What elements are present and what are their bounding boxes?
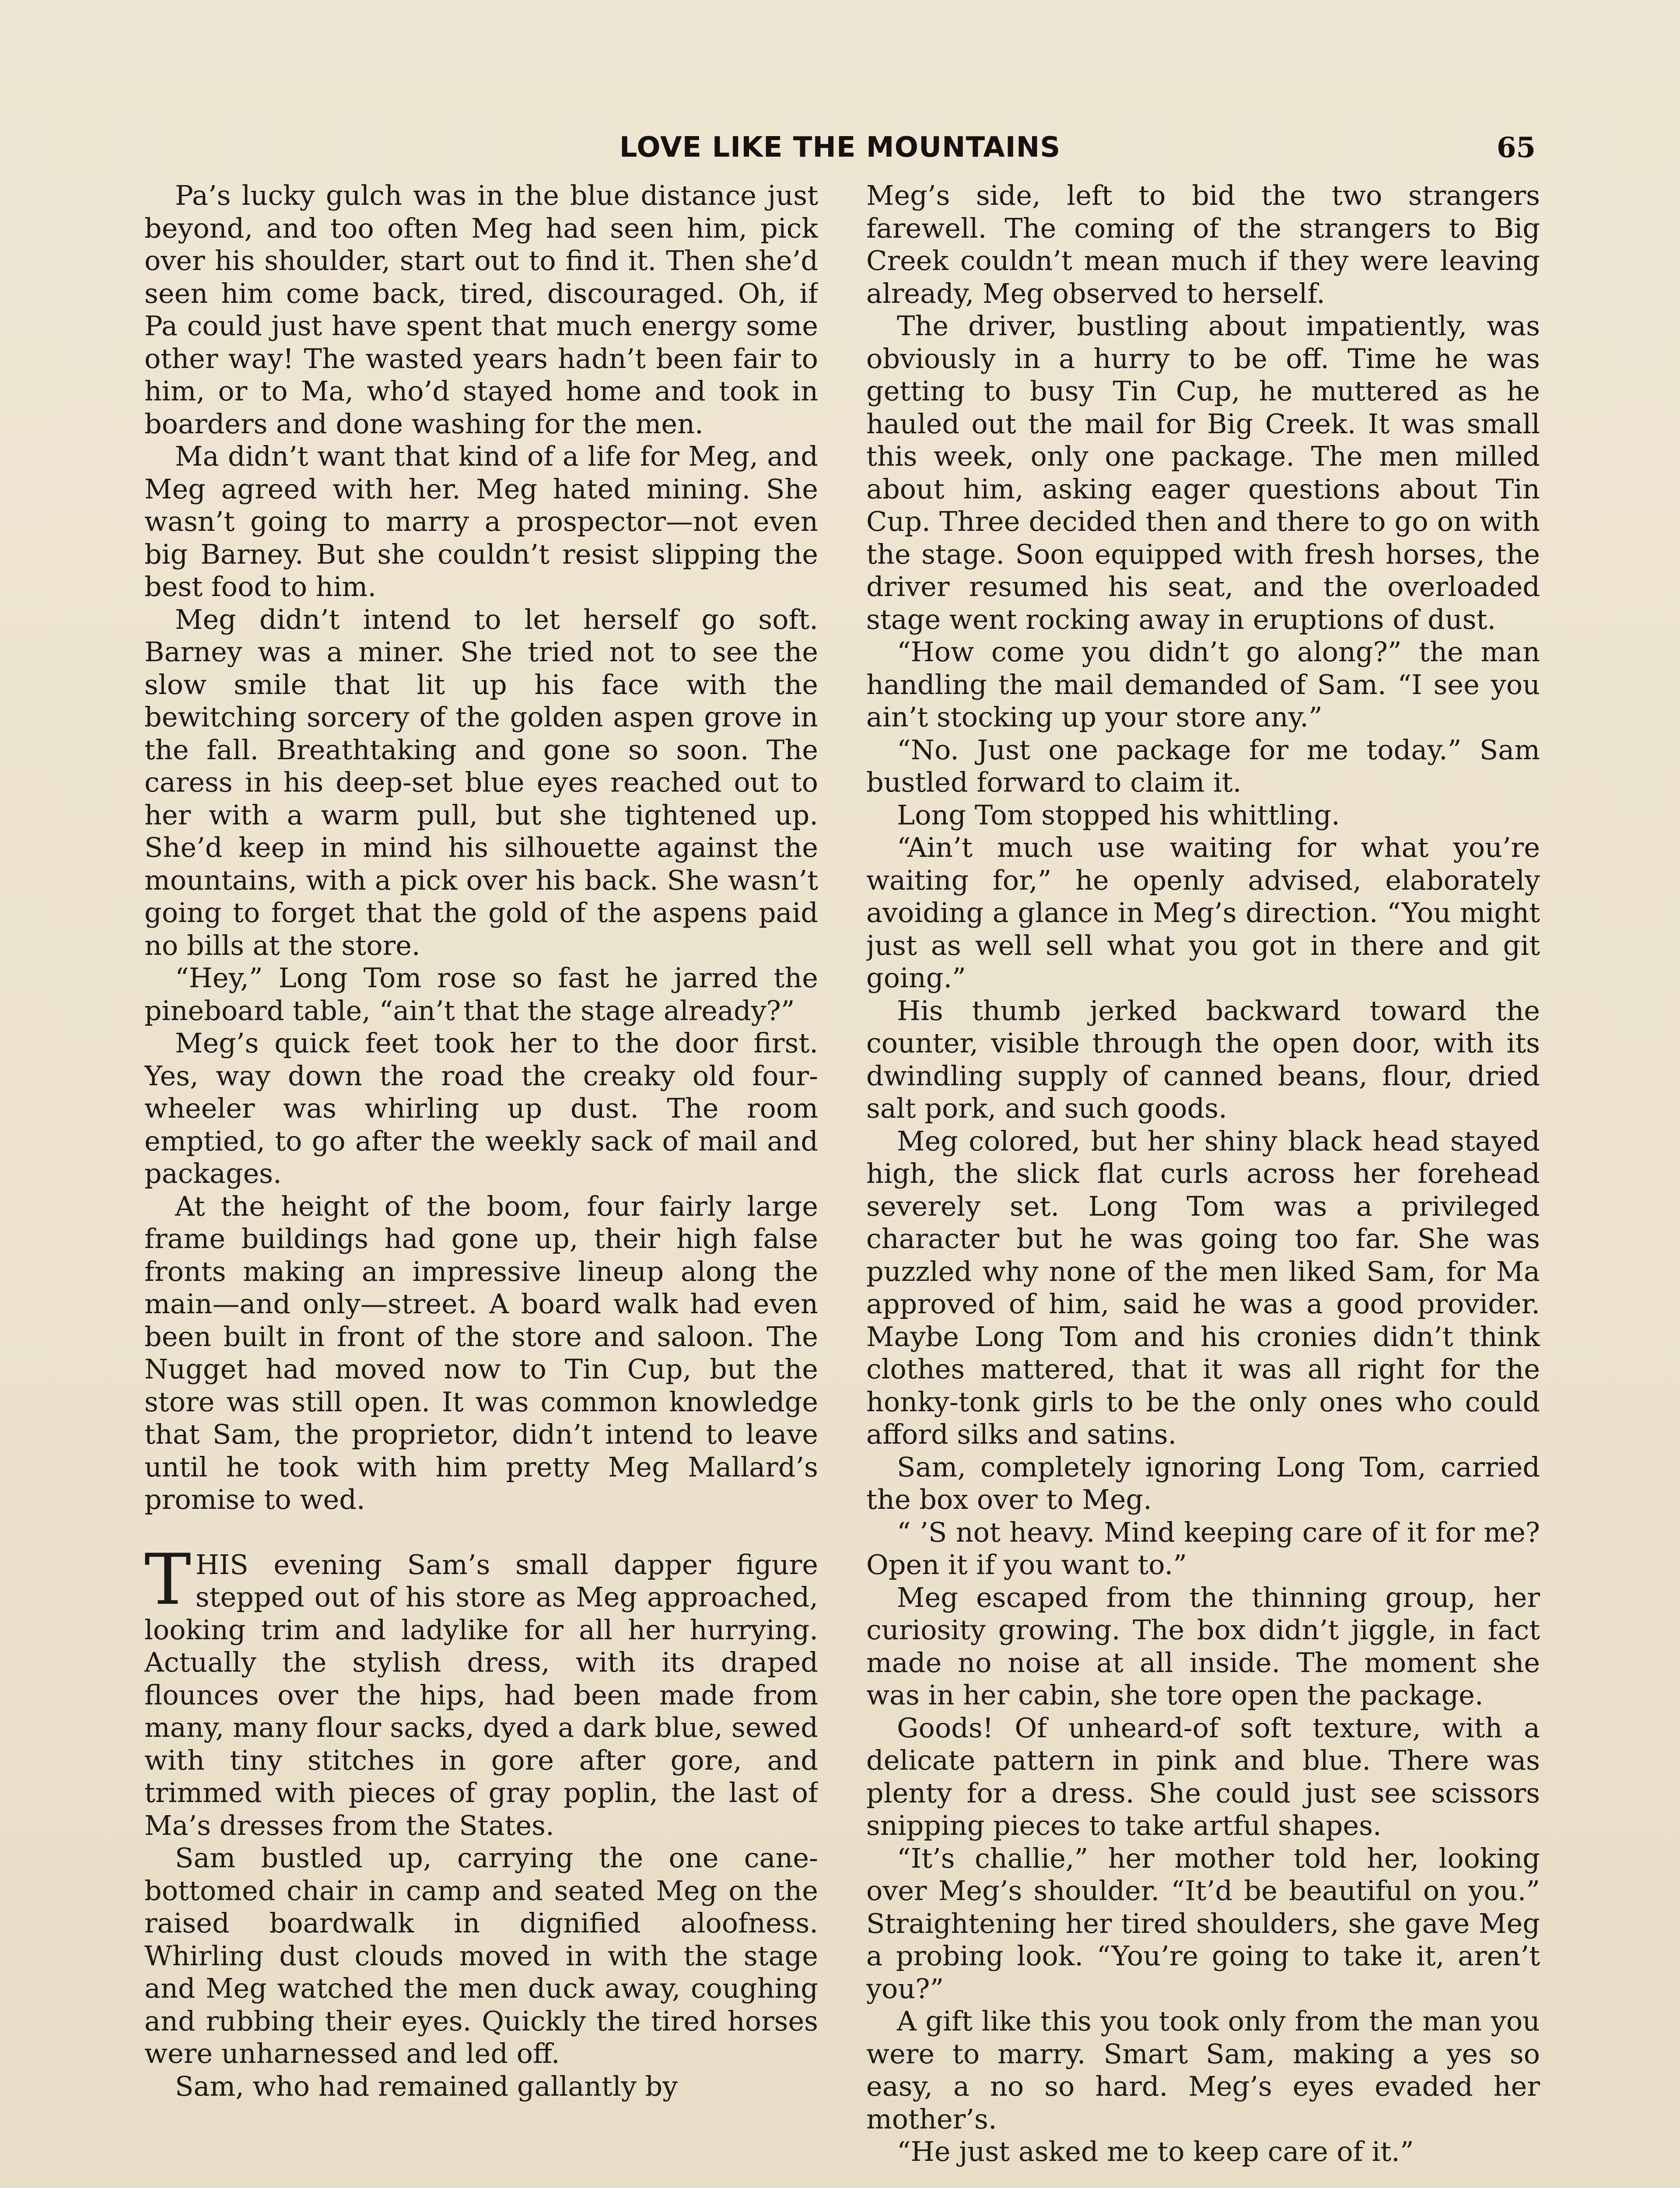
dropcap-paragraph (144, 1538, 818, 1842)
paragraph: Long Tom stopped his whittling. (897, 799, 1340, 831)
left-column (144, 179, 818, 2188)
paragraph: “Hey,” Long Tom rose so fast he jarred the pineboard table, “ain’t that the stage already?” (144, 962, 818, 1027)
paragraph: Meg colored, but her shiny black head stayed high, the slick flat curls across her forehead severely set. Long Tom was a privileged character but he was going too far. She was puzzled why none of the men liked Sam, for Ma approved of him, said he was a good provider. Maybe Long Tom and his cronies didn’t think clothes mattered, that it was all right for the honky-tonk girls to be the only ones who could afford silks and satins. (866, 1125, 1540, 1450)
paragraph: “He just asked me to keep care of it.” (897, 2135, 1414, 2167)
paragraph: Goods! Of unheard-of soft texture, with a delicate pattern in pink and blue. There was plenty for a dress. She could just see scissors snipping pieces to take artful shapes. (866, 1711, 1540, 1841)
paragraph: His thumb jerked backward toward the counter, visible through the open door, with its dwindling supply of canned beans, flour, dried salt pork, and such goods. (866, 994, 1540, 1124)
right-column (866, 179, 1540, 2188)
section-break (144, 1516, 818, 1549)
paragraph: Pa’s lucky gulch was in the blue distance just beyond, and too often Meg had seen him, pick over his shoulder, start out to find it. Then she’d seen him come back, tired, discouraged. Oh, if Pa could just have spent that much energy some other way! The wasted years hadn’t been fair to him, or to Ma, who’d stayed home and took in boarders and done washing for the men. (144, 179, 818, 440)
paragraph: “Ain’t much use waiting for what you’re waiting for,” he openly advised, elaborately avoiding a glance in Meg’s direction. “You might just as well sell what you got in there and git going.” (866, 831, 1540, 994)
paragraph: Meg didn’t intend to let herself go soft. Barney was a miner. She tried not to see the slow smile that lit up his face with the bewitching sorcery of the golden aspen grove in the fall. Breathtaking and gone so soon. The caress in his deep-set blue eyes reached out to her with a warm pull, but she tightened up. She’d keep in mind his silhouette against the mountains, with a pick over his back. She wasn’t going to forget that the gold of the aspens paid no bills at the store. (144, 603, 818, 961)
paragraph: Sam, completely ignoring Long Tom, carried the box over to Meg. (866, 1451, 1540, 1515)
running-title: LOVE LIKE THE MOUNTAINS (619, 131, 1061, 164)
text-columns (144, 179, 1540, 2188)
dropcap-paragraph-text: HIS evening Sam’s small dapper figure stepped out of his store as Meg approached, looking trim and ladylike for all her hurrying. Actually the stylish dress, with its draped flounces over the hips, had been made from many, many flour sacks, dyed a dark blue, sewed with tiny stitches in gore after gore, and trimmed with pieces of gray poplin, the last of Ma’s dresses from the States. (144, 1548, 818, 1841)
paragraph: “ ’S not heavy. Mind keeping care of it for me? Open it if you want to.” (866, 1516, 1540, 1581)
page-header (144, 131, 1536, 179)
paragraph: The driver, bustling about impatiently, was obviously in a hurry to be off. Time he was getting to busy Tin Cup, he muttered as he hauled out the mail for Big Creek. It was small this week, only one package. The men milled about him, asking eager questions about Tin Cup. Three decided then and there to go on with the stage. Soon equipped with fresh horses, the driver resumed his seat, and the overloaded stage went rocking away in eruptions of dust. (866, 310, 1540, 635)
paragraph: Meg escaped from the thinning group, her curiosity growing. The box didn’t jiggle, in fact made no noise at all inside. The moment she was in her cabin, she tore open the package. (866, 1581, 1540, 1711)
paragraph: “It’s challie,” her mother told her, looking over Meg’s shoulder. “It’d be beautiful on you.” Straightening her tired shoulders, she gave Meg a probing look. “You’re going to take it, aren’t you?” (866, 1842, 1540, 2005)
paragraph: Sam bustled up, carrying the one cane-bottomed chair in camp and seated Meg on the raised boardwalk in dignified aloofness. Whirling dust clouds moved in with the stage and Meg watched the men duck away, coughing and rubbing their eyes. Quickly the tired horses were unharnessed and led off. (144, 1842, 818, 2069)
paragraph: “How come you didn’t go along?” the man handling the mail demanded of Sam. “I see you ain’t stocking up your store any.” (866, 636, 1540, 733)
paragraph: Meg’s side, left to bid the two strangers farewell. The coming of the strangers to Big Creek couldn’t mean much if they were leaving already, Meg observed to herself. (866, 179, 1540, 309)
paragraph: “No. Just one package for me today.” Sam bustled forward to claim it. (866, 733, 1540, 798)
paragraph: A gift like this you took only from the man you were to marry. Smart Sam, making a yes so easy, a no so hard. Meg’s eyes evaded her mother’s. (866, 2005, 1540, 2135)
page-number: 65 (1496, 131, 1536, 164)
paragraph: Ma didn’t want that kind of a life for Meg, and Meg agreed with her. Meg hated mining. She wasn’t going to marry a prospector—not even big Barney. But she couldn’t resist slipping the best food to him. (144, 440, 818, 603)
paragraph: Sam, who had remained gallantly by (175, 2070, 678, 2102)
paragraph: At the height of the boom, four fairly large frame buildings had gone up, their high false fronts making an impressive lineup along the main—and only—street. A board walk had even been built in front of the store and saloon. The Nugget had moved now to Tin Cup, but the store was still open. It was common knowledge that Sam, the proprietor, didn’t intend to leave until he took with him pretty Meg Mallard’s promise to wed. (144, 1190, 818, 1515)
paragraph: Meg’s quick feet took her to the door first. Yes, way down the road the creaky old four-wheeler was whirling up dust. The room emptied, to go after the weekly sack of mail and packages. (144, 1027, 818, 1189)
drop-cap: T (144, 1538, 191, 1620)
